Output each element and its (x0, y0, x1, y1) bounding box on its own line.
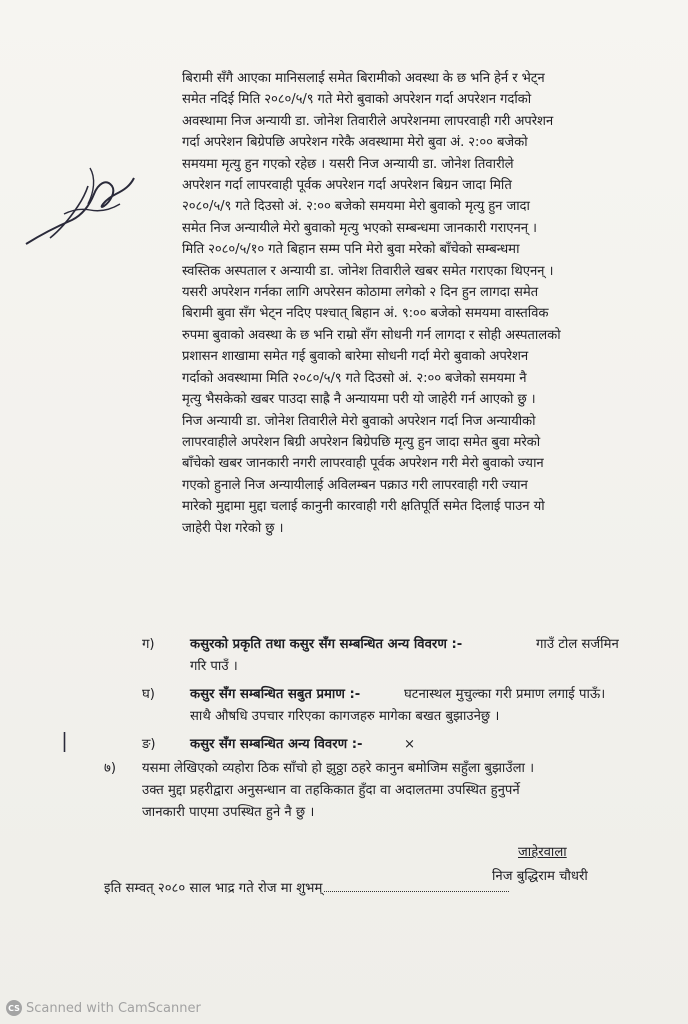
item-value-cont: साथै औषधि उपचार गरिएका कागजहरु मागेका बखत बुझाउनेछु । (190, 709, 500, 724)
signer-name: निज बुद्धिराम चौधरी (492, 869, 588, 884)
body-line: अपरेशन गर्दा लापरवाही पूर्वक अपरेशन गर्दा अपरेशन बिग्रन जादा मिति (182, 178, 512, 194)
body-line: यसरी अपरेशन गर्नका लागि अपरेसन कोठामा लगेको २ दिन हुन लागदा समेत (182, 285, 539, 301)
date-blank (324, 891, 509, 892)
body-line: अवस्थामा निज अन्यायी डा. जोनेश तिवारीले अपरेशनमा लापरवाही गरी अपरेशन (182, 113, 554, 129)
body-line: रुपमा बुवाको अवस्था के छ भनि राम्रो सँग सोधनी गर्न लागदा र सोही अस्पतालको (182, 327, 561, 343)
watermark-text: Scanned with CamScanner (26, 1000, 201, 1016)
item-heading: कसुर सँग सम्बन्धित अन्य विवरण :- (190, 737, 363, 752)
body-line: समेत नदिई मिति २०८०/५/९ गते मेरो बुवाको अपरेशन गर्दा अपरेशन गर्दाको (182, 92, 532, 108)
camscanner-logo-icon: CS (6, 1000, 22, 1016)
complaint-body (182, 68, 664, 539)
item-nga (142, 734, 662, 756)
body-line: गएको हुनाले निज अन्यायीलाई अविलम्बन पक्राउ गरी लापरवाही गरी ज्यान (182, 477, 528, 493)
body-line: गर्दा अपरेशन बिग्रेपछि अपरेशन गरेकै अवस्थामा मेरो बुवा अं. २:०० बजेको (182, 135, 528, 151)
declaration-section (104, 758, 664, 828)
body-line: २०८०/५/९ गते दिउसो अं. २:०० बजेको समयमा मेरो बुवाको मृत्यु हुन जादा (182, 199, 530, 215)
handwritten-signature-icon (20, 148, 140, 258)
item-value-cont: गरि पाउँ । (190, 659, 238, 674)
body-line: बिरामी बुवा सँग भेट्न नदिए पश्चात् बिहान अं. ९:०० बजेको समयमा वास्तविक (182, 306, 549, 322)
body-line: गर्दाको अवस्थामा मिति २०८०/५/९ गते दिउसो अं. २:०० बजेको समयमा नै (182, 370, 527, 386)
body-line: जाहेरी पेश गरेको छु । (182, 520, 284, 536)
date-text: इति सम्वत् २०८० साल भाद्र गते रोज मा शुभम् (104, 881, 323, 896)
body-line: लापरवाहीले अपरेशन बिग्री अपरेशन बिग्रेपछि मृत्यु हुन जादा समेत बुवा मरेको (182, 434, 541, 450)
item-label: घ) (142, 687, 155, 702)
item-heading: कसुरको प्रकृति तथा कसुर सँग सम्बन्धित अन्य विवरण :- (190, 637, 463, 652)
section-label: ७) (104, 761, 117, 776)
date-line (104, 878, 509, 900)
declaration-line: जानकारी पाएमा उपस्थित हुने नै छु । (142, 805, 315, 820)
body-line: मिति २०८०/५/१० गते बिहान सम्म पनि मेरो बुवा मरेको बाँचेको सम्बन्धमा (182, 242, 520, 258)
body-line: बिरामी सँगै आएका मानिसलाई समेत बिरामीको अवस्था के छ भनि हेर्न र भेट्न (182, 71, 545, 86)
item-label: ग) (142, 637, 155, 652)
body-line: स्वस्तिक अस्पताल र अन्यायी डा. जोनेश तिवारीले खबर समेत गराएका थिएनन् । (182, 263, 554, 279)
item-value: घटनास्थल मुचुल्का गरी प्रमाण लगाई पाऊँ। (404, 687, 606, 702)
body-line: बाँचेको खबर जानकारी नगरी लापरवाही पूर्वक अपरेशन गरी मेरो बुवाको ज्यान (182, 456, 544, 472)
declaration-line: यसमा लेखिएको व्यहोरा ठिक साँचो हो झुठ्ठा ठहरे कानुन बमोजिम सहुँला बुझाउँला । (142, 761, 535, 776)
margin-mark (63, 732, 66, 752)
item-heading: कसुर सँग सम्बन्धित सबुत प्रमाण :- (190, 687, 361, 702)
body-line: समेत निज अन्यायीले मेरो बुवाको मृत्यु भएको सम्बन्धमा जानकारी गराएनन् । (182, 220, 537, 236)
scanner-watermark (6, 996, 201, 1020)
item-value: × (404, 737, 416, 752)
body-line: समयमा मृत्यु हुन गएको रहेछ । यसरी निज अन्यायी डा. जोनेश तिवारीले (182, 156, 514, 172)
declaration-line: उक्त मुद्दा प्रहरीद्वारा अनुसन्धान वा तहकिकात हुँदा वा अदालतमा उपस्थित हुनुपर्ने (142, 783, 520, 798)
body-line: मारेको मुद्दामा मुद्दा चलाई कानुनी कारवाही गरी क्षतिपूर्ति समेत दिलाई पाउन यो (182, 499, 545, 515)
body-line: प्रशासन शाखामा समेत गई बुवाको बारेमा सोधनी गर्दा मेरो बुवाको अपरेशन (182, 349, 529, 365)
item-g (142, 634, 662, 678)
item-label: ङ) (142, 737, 156, 752)
item-gha (142, 684, 662, 728)
signer-label: जाहेरवाला (518, 845, 567, 860)
item-value: गाउँ टोल सर्जमिन (536, 637, 619, 652)
body-line: मृत्यु भैसकेको खबर पाउदा साह्रै नै अन्यायमा परी यो जाहेरी गर्न आएको छु । (182, 392, 536, 408)
body-line: निज अन्यायी डा. जोनेश तिवारीले मेरो बुवाको अपरेशन गर्दा निज अन्यायीको (182, 413, 536, 429)
